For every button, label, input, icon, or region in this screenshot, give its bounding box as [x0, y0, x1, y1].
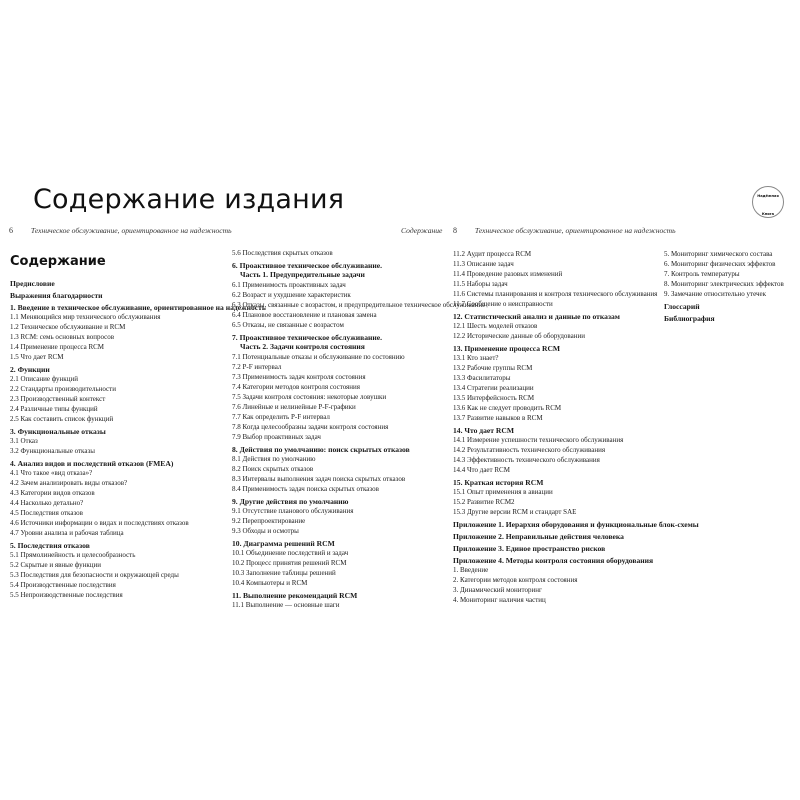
toc-entry: 12.2 Исторические данные об оборудовании [453, 332, 585, 340]
toc-entry: 12.1 Шесть моделей отказов [453, 322, 538, 330]
toc-entry: 1. Введение [453, 566, 489, 574]
toc-entry: 14.3 Эффективность технического обслуживания [453, 456, 600, 464]
toc-entry: 8.4 Применимость задач поиска скрытых отказов [232, 485, 379, 493]
toc-entry: 5.1 Прямолинейность и целесообразность [10, 551, 136, 559]
toc-chapter: Приложение 1. Иерархия оборудования и функциональные блок-схемы [453, 520, 699, 529]
toc-entry: 15.1 Опыт применения в авиации [453, 488, 553, 496]
toc-entry: 13.3 Фасилитаторы [453, 374, 511, 382]
toc-chapter: Приложение 3. Единое пространство рисков [453, 544, 606, 553]
toc-entry: 13.5 Интерфейсность RCM [453, 394, 535, 402]
toc-entry: 5.4 Производственные последствия [10, 581, 116, 589]
toc-entry: 4.7 Уровни анализа и рабочая таблица [10, 529, 124, 537]
toc-entry: 6.1 Применимость проактивных задач [232, 281, 346, 289]
toc-entry: 6.2 Возраст и ухудшение характеристик [232, 291, 351, 299]
toc-chapter: 8. Действия по умолчанию: поиск скрытых отказов [232, 445, 410, 454]
toc-entry: 9.3 Обходы и осмотры [232, 527, 299, 535]
toc-chapter: 1. Введение в техническое обслуживание, ориентированное на надежность [10, 303, 266, 312]
toc-chapter: 12. Статистический анализ и данные по отказам [453, 312, 620, 321]
toc-entry: 6.3 Отказы, связанные с возрастом, и предупредительное техническое обслуживание [232, 301, 486, 309]
toc-entry: 14.2 Результативность технического обслуживания [453, 446, 606, 454]
toc-entry: 2.3 Производственный контекст [10, 395, 106, 403]
toc-chapter: Приложение 4. Методы контроля состояния оборудования [453, 556, 654, 565]
toc-entry: 8. Мониторинг электрических эффектов [664, 280, 784, 288]
toc-chapter: 4. Анализ видов и последствий отказов (FMEA) [10, 459, 174, 468]
toc-entry: 4.4 Насколько детально? [10, 499, 84, 507]
toc-entry: 7. Контроль температуры [664, 270, 740, 278]
toc-entry: 5.3 Последствия для безопасности и окружающей среды [10, 571, 179, 579]
toc-entry: 1.2 Техническое обслуживание и RCM [10, 323, 126, 331]
toc-entry: 6. Мониторинг физических эффектов [664, 260, 776, 268]
toc-entry: 5.2 Скрытые и явные функции [10, 561, 101, 569]
toc-entry: 6.4 Плановое восстановление и плановая замена [232, 311, 377, 319]
toc-chapter: 15. Краткая история RCM [453, 478, 544, 487]
toc-entry: 11.2 Аудит процесса RCM [453, 250, 532, 258]
toc-chapter: Библиография [664, 314, 715, 323]
toc-entry: 11.6 Системы планирования и контроля технического обслуживания [453, 290, 658, 298]
toc-entry: 7.7 Как определить P-F интервал [232, 413, 330, 421]
toc-entry: 10.4 Компьютеры и RCM [232, 579, 308, 587]
right-page-header [453, 226, 676, 238]
toc-entry: 10.2 Процесс принятия решений RCM [232, 559, 347, 567]
toc-entry: 4. Мониторинг наличия частиц [453, 596, 546, 604]
toc-entry: 4.2 Зачем анализировать виды отказов? [10, 479, 128, 487]
toc-entry: 4.1 Что такое «вид отказа»? [10, 469, 93, 477]
toc-entry: 13.7 Развитие навыков в RCM [453, 414, 543, 422]
publisher-logo [752, 186, 784, 218]
toc-entry: 2.2 Стандарты производительности [10, 385, 116, 393]
toc-entry: 4.3 Категории видов отказов [10, 489, 95, 497]
toc-entry: 1.5 Что дает RCM [10, 353, 64, 361]
toc-entry: 9. Замечание относительно утечек [664, 290, 767, 298]
toc-chapter: 6. Проактивное техническое обслуживание. [232, 261, 383, 270]
toc-chapter: Предисловие [10, 279, 55, 288]
toc-entry: 8.2 Поиск скрытых отказов [232, 465, 314, 473]
toc-column-4 [664, 249, 794, 323]
left-page-header [9, 226, 232, 238]
toc-chapter: Приложение 2. Неправильные действия человека [453, 532, 624, 541]
toc-entry: 7.9 Выбор проактивных задач [232, 433, 321, 441]
toc-entry: 5.6 Последствия скрытых отказов [232, 249, 333, 257]
toc-entry: 3. Динамический мониторинг [453, 586, 542, 594]
toc-entry: 6.5 Отказы, не связанные с возрастом [232, 321, 344, 329]
toc-chapter: 11. Выполнение рекомендаций RCM [232, 591, 358, 600]
toc-entry: 8.3 Интервалы выполнения задач поиска скрытых отказов [232, 475, 406, 483]
toc-chapter: Выражения благодарности [10, 291, 103, 300]
toc-entry: 2.5 Как составить список функций [10, 415, 114, 423]
toc-entry: 5.5 Непроизводственные последствия [10, 591, 123, 599]
toc-chapter: 3. Функциональные отказы [10, 427, 106, 436]
left-running-title: Техническое обслуживание, ориентированное на надежность [30, 226, 232, 235]
page-title: Содержание издания [33, 184, 345, 215]
toc-entry: 1.4 Применение процесса RCM [10, 343, 105, 351]
toc-entry: 10.3 Заполнение таблицы решений [232, 569, 336, 577]
logo-line2: Книга [761, 212, 775, 216]
toc-entry: 4.5 Последствия отказов [10, 509, 83, 517]
toc-entry: 2.4 Различные типы функций [10, 405, 98, 413]
right-running-title: Техническое обслуживание, ориентированное на надежность [474, 226, 676, 235]
toc-entry: 11.3 Описание задач [453, 260, 514, 268]
toc-entry: 10.1 Объединение последствий и задач [232, 549, 349, 557]
toc-entry: 11.5 Наборы задач [453, 280, 508, 288]
toc-chapter: 2. Функции [10, 365, 50, 374]
toc-entry: 2. Категории методов контроля состояния [453, 576, 578, 584]
toc-entry: 11.1 Выполнение — основные шаги [232, 601, 340, 609]
toc-chapter: 7. Проактивное техническое обслуживание. [232, 333, 383, 342]
toc-chapter: 10. Диаграмма решений RCM [232, 539, 335, 548]
toc-entry: 5. Мониторинг химического состава [664, 250, 773, 258]
toc-entry: 7.4 Категории методов контроля состояния [232, 383, 360, 391]
left-page-number: 6 [9, 226, 13, 235]
toc-entry: 13.6 Как не следует проводить RCM [453, 404, 562, 412]
toc-chapter: Глоссарий [664, 302, 700, 311]
toc-entry: 13.4 Стратегии реализации [453, 384, 534, 392]
toc-entry: 9.1 Отсутствие планового обслуживания [232, 507, 354, 515]
toc-entry: 15.3 Другие версии RCM и стандарт SAE [453, 508, 577, 516]
toc-entry: 15.2 Развитие RCM2 [453, 498, 515, 506]
toc-entry: 1.3 RCM: семь основных вопросов [10, 333, 115, 341]
toc-entry: 14.1 Измерение успешности технического обслуживания [453, 436, 624, 444]
logo-line1: Надёжная [757, 194, 779, 198]
toc-entry: 8.1 Действия по умолчанию [232, 455, 316, 463]
toc-entry: 11.7 Сообщение о неисправности [453, 300, 553, 308]
toc-entry: 7.8 Когда целесообразны задачи контроля состояния [232, 423, 389, 431]
toc-entry: 3.2 Функциональные отказы [10, 447, 95, 455]
toc-entry: 11.4 Проведение разовых изменений [453, 270, 563, 278]
toc-entry: 7.6 Линейные и нелинейные P-F-графики [232, 403, 356, 411]
toc-chapter: 5. Последствия отказов [10, 541, 90, 550]
toc-chapter: 14. Что дает RCM [453, 426, 515, 435]
toc-entry: 7.1 Потенциальные отказы и обслуживание по состоянию [232, 353, 405, 361]
toc-entry: 14.4 Что дает RCM [453, 466, 510, 474]
toc-heading: Содержание [10, 254, 106, 269]
toc-entry: 7.5 Задачи контроля состояния: некоторые ловушки [232, 393, 387, 401]
toc-chapter: Часть 2. Задачи контроля состояния [240, 342, 365, 351]
right-page-number: 8 [453, 226, 457, 235]
toc-entry: 3.1 Отказ [10, 437, 38, 445]
toc-entry: 7.3 Применимость задач контроля состояния [232, 373, 366, 381]
toc-chapter: Часть 1. Предупредительные задачи [240, 270, 365, 279]
toc-chapter: 13. Применение процесса RCM [453, 344, 561, 353]
toc-entry: 13.2 Рабочие группы RCM [453, 364, 533, 372]
toc-entry: 13.1 Кто знает? [453, 354, 499, 362]
right-section-label: Содержание [401, 226, 443, 235]
toc-entry: 9.2 Перепроектирование [232, 517, 306, 525]
toc-entry: 7.2 P-F интервал [232, 363, 282, 371]
toc-entry: 4.6 Источники информации о видах и последствиях отказов [10, 519, 189, 527]
toc-entry: 2.1 Описание функций [10, 375, 78, 383]
toc-chapter: 9. Другие действия по умолчанию [232, 497, 349, 506]
right-page-section [401, 226, 442, 238]
toc-entry: 1.1 Меняющийся мир технического обслуживания [10, 313, 161, 321]
